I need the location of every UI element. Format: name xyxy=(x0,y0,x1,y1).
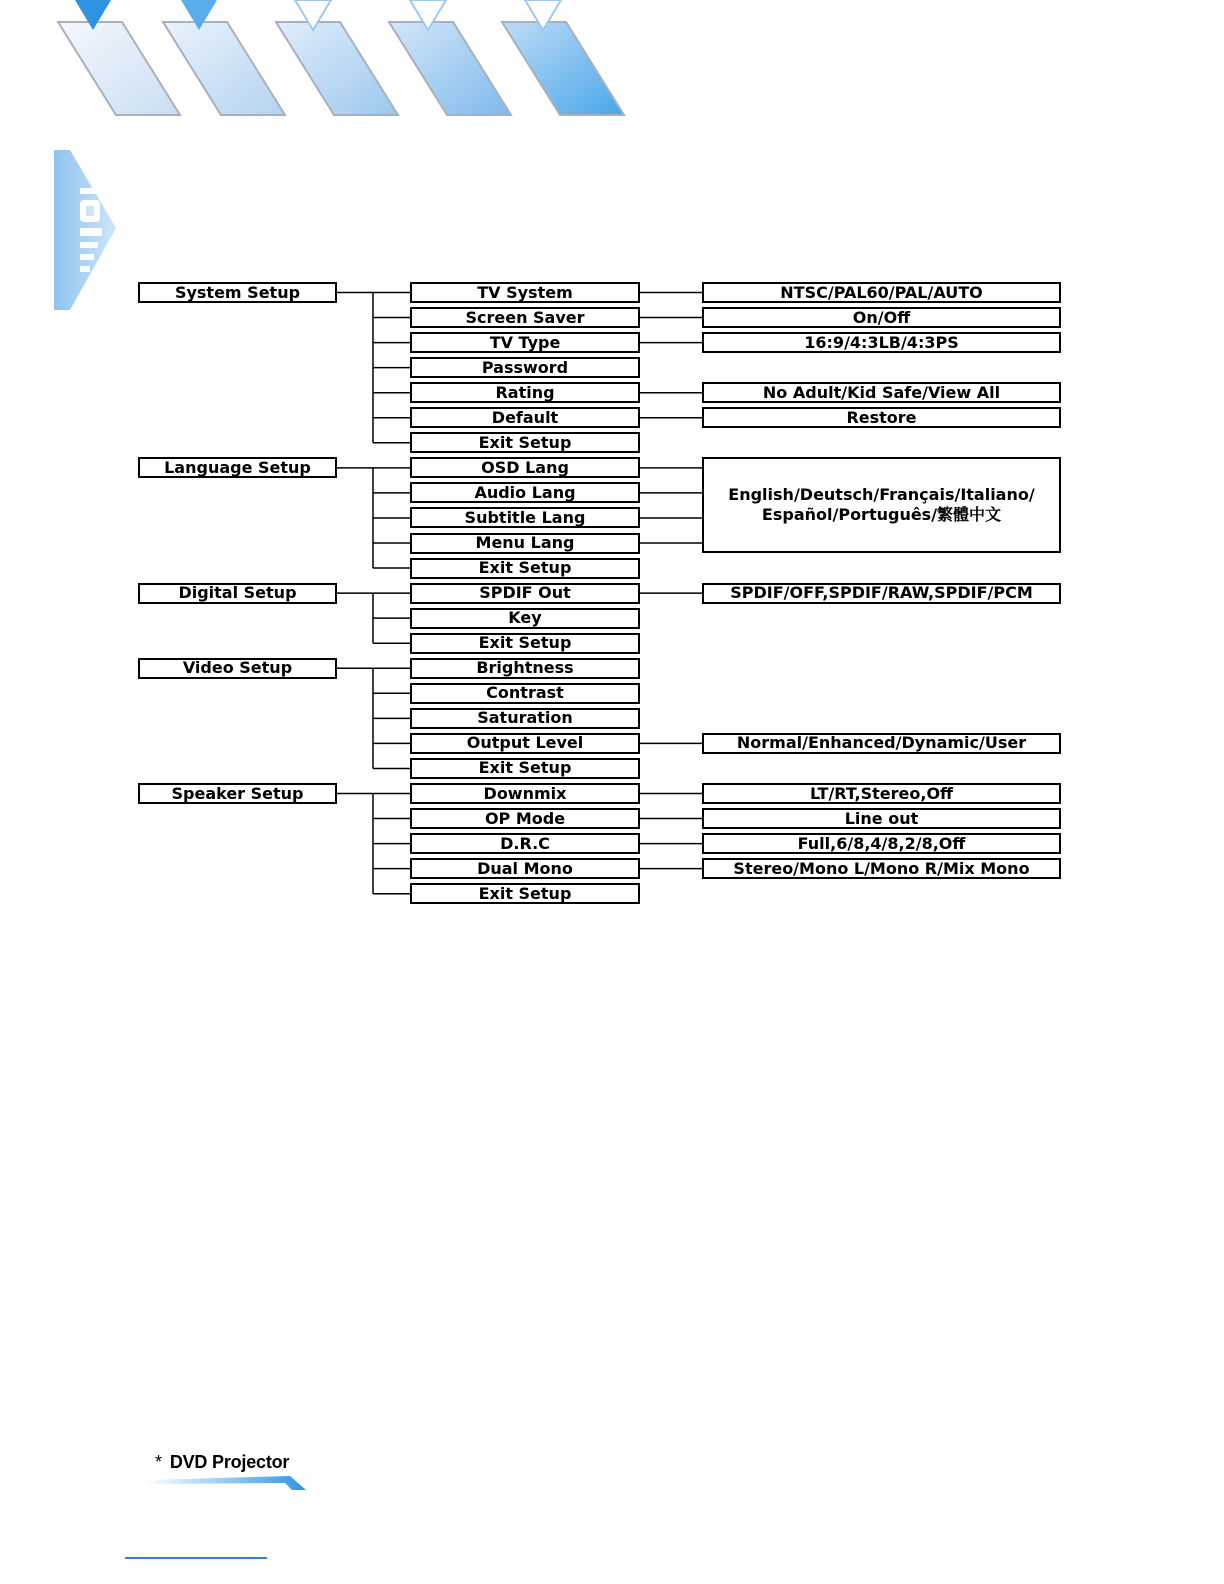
menu-item-box: Key xyxy=(410,608,640,629)
option-box: Normal/Enhanced/Dynamic/User xyxy=(702,733,1061,754)
option-box: 16:9/4:3LB/4:3PS xyxy=(702,332,1061,353)
option-box: No Adult/Kid Safe/View All xyxy=(702,382,1061,403)
group-box: Speaker Setup xyxy=(138,783,337,804)
language-options-line1: English/Deutsch/Français/Italiano/ xyxy=(728,485,1035,505)
option-box: Stereo/Mono L/Mono R/Mix Mono xyxy=(702,858,1061,879)
menu-item-box: Downmix xyxy=(410,783,640,804)
footer-title: DVD Projector xyxy=(169,1452,290,1472)
menu-item-box: Exit Setup xyxy=(410,432,640,453)
option-box: LT/RT,Stereo,Off xyxy=(702,783,1061,804)
menu-item-box: SPDIF Out xyxy=(410,583,640,604)
menu-item-box: Output Level xyxy=(410,733,640,754)
menu-item-box: OP Mode xyxy=(410,808,640,829)
option-box: NTSC/PAL60/PAL/AUTO xyxy=(702,282,1061,303)
group-box: Language Setup xyxy=(138,457,337,478)
menu-item-box: Exit Setup xyxy=(410,758,640,779)
menu-item-box: TV Type xyxy=(410,332,640,353)
menu-item-box: Exit Setup xyxy=(410,558,640,579)
menu-item-box: TV System xyxy=(410,282,640,303)
menu-item-box: Audio Lang xyxy=(410,482,640,503)
menu-item-box: Dual Mono xyxy=(410,858,640,879)
menu-item-box: D.R.C xyxy=(410,833,640,854)
option-box: Restore xyxy=(702,407,1061,428)
menu-item-box: Default xyxy=(410,407,640,428)
group-box: Video Setup xyxy=(138,658,337,679)
menu-item-box: Saturation xyxy=(410,708,640,729)
language-options-line2: Español/Português/繁體中文 xyxy=(761,505,1002,525)
footer-star: * xyxy=(155,1452,162,1472)
menu-item-box: Subtitle Lang xyxy=(410,507,640,528)
menu-item-box: Screen Saver xyxy=(410,307,640,328)
footer-rule xyxy=(125,1557,267,1559)
menu-item-box: Contrast xyxy=(410,683,640,704)
option-box: Full,6/8,4/8,2/8,Off xyxy=(702,833,1061,854)
menu-item-box: Brightness xyxy=(410,658,640,679)
menu-item-box: Password xyxy=(410,357,640,378)
option-box: On/Off xyxy=(702,307,1061,328)
menu-item-box: OSD Lang xyxy=(410,457,640,478)
group-box: System Setup xyxy=(138,282,337,303)
menu-item-box: Exit Setup xyxy=(410,883,640,904)
group-box: Digital Setup xyxy=(138,583,337,604)
menu-item-box: Rating xyxy=(410,382,640,403)
option-box: Line out xyxy=(702,808,1061,829)
menu-item-box: Exit Setup xyxy=(410,633,640,654)
menu-item-box: Menu Lang xyxy=(410,533,640,554)
option-box: SPDIF/OFF,SPDIF/RAW,SPDIF/PCM xyxy=(702,583,1061,604)
